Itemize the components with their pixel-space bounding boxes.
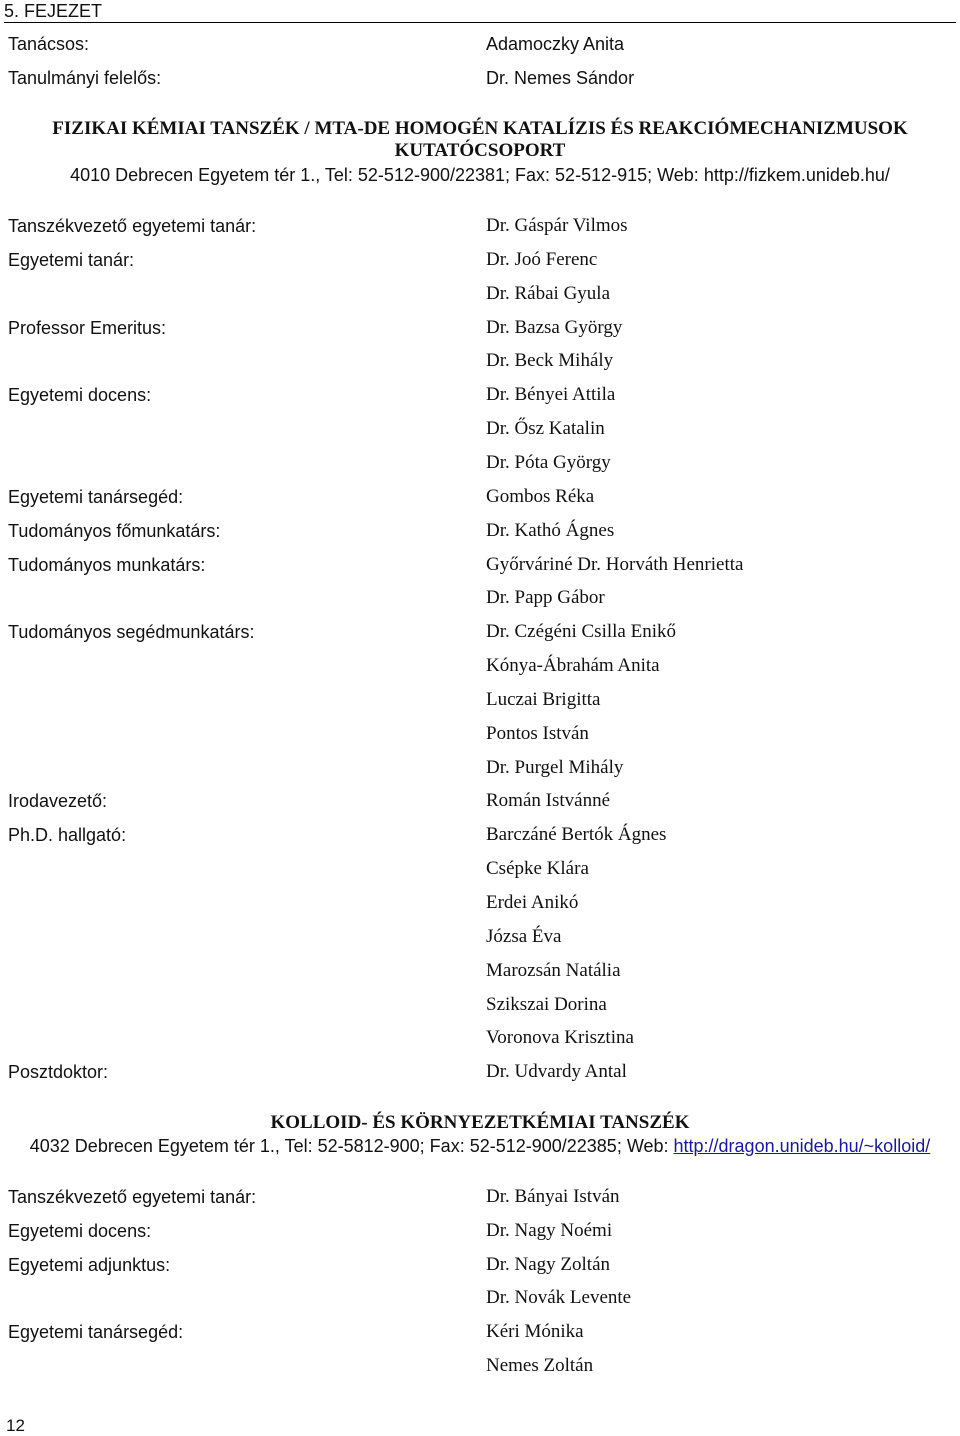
dept1-person-name: Dr. Beck Mihály <box>486 350 614 372</box>
dept2-address-text: 4032 Debrecen Egyetem tér 1., Tel: 52-5812-900; Fax: 52-512-900/22385; Web: <box>29 1136 674 1156</box>
dept2-role-label: Egyetemi docens: <box>8 1220 152 1241</box>
dept1-person-name: Luczai Brigitta <box>486 688 601 710</box>
dept1-row <box>8 723 952 753</box>
dept1-row <box>8 1061 952 1091</box>
dept2-role-label: Egyetemi adjunktus: <box>8 1254 171 1275</box>
dept2-person-name: Dr. Bányai István <box>486 1186 620 1207</box>
dept1-row <box>8 757 952 787</box>
dept1-person-name: Dr. Udvardy Antal <box>486 1061 627 1083</box>
dept1-person-name: Győrváriné Dr. Horváth Henrietta <box>486 553 744 575</box>
header-row <box>8 67 952 97</box>
dept2-person-name: Nemes Zoltán <box>486 1355 594 1376</box>
header-person-name: Dr. Nemes Sándor <box>486 67 635 88</box>
dept2-person-name: Dr. Nagy Noémi <box>486 1219 613 1241</box>
dept1-address: 4010 Debrecen Egyetem tér 1., Tel: 52-512-900/22381; Fax: 52-512-915; Web: http://fizkem.unideb.hu/ <box>70 165 890 185</box>
dept1-person-name: Barczáné Bertók Ágnes <box>486 824 667 846</box>
dept2-person-name: Dr. Nagy Zoltán <box>486 1253 611 1275</box>
header-role-label: Tanulmányi felelős: <box>8 67 162 88</box>
header-person-name: Adamoczky Anita <box>486 34 625 54</box>
dept2-role-label: Egyetemi tanársegéd: <box>8 1322 184 1343</box>
dept2-person-name: Dr. Novák Levente <box>486 1287 632 1309</box>
dept2-row <box>8 1355 952 1385</box>
dept1-row <box>8 926 952 956</box>
dept1-row <box>8 994 952 1024</box>
dept1-row <box>8 452 952 482</box>
dept1-role-label: Irodavezető: <box>8 791 108 812</box>
page-number: 12 <box>6 1416 25 1435</box>
dept1-row <box>8 824 952 854</box>
dept1-role-label: Egyetemi tanár: <box>8 249 135 270</box>
dept1-role-label: Professor Emeritus: <box>8 317 167 338</box>
dept1-row <box>8 317 952 347</box>
dept1-person-name: Gombos Réka <box>486 485 595 507</box>
dept1-person-name: Csépke Klára <box>486 858 589 880</box>
dept1-person-name: Dr. Joó Ferenc <box>486 248 598 270</box>
dept1-row <box>8 554 952 584</box>
dept1-person-name: Józsa Éva <box>486 925 562 947</box>
dept2-row <box>8 1287 952 1317</box>
dept1-row <box>8 215 952 245</box>
dept1-row <box>8 892 952 922</box>
dept1-role-label: Tudományos főmunkatárs: <box>8 520 221 541</box>
dept1-role-label: Tanszékvezető egyetemi tanár: <box>8 216 257 236</box>
dept1-person-name: Román Istvánné <box>486 790 611 812</box>
dept1-role-label: Posztdoktor: <box>8 1062 109 1083</box>
dept2-address <box>0 1135 960 1157</box>
dept1-role-label: Egyetemi tanársegéd: <box>8 486 184 507</box>
dept1-title-line2: KUTATÓCSOPORT <box>394 140 566 161</box>
dept2-row <box>8 1321 952 1351</box>
dept2-role-label: Tanszékvezető egyetemi tanár: <box>8 1187 257 1207</box>
dept1-person-name: Marozsán Natália <box>486 959 621 981</box>
dept1-role-label: Tudományos segédmunkatárs: <box>8 622 255 643</box>
dept1-person-name: Dr. Rábai Gyula <box>486 282 611 304</box>
dept1-person-name: Pontos István <box>486 722 589 744</box>
chapter-heading: 5. FEJEZET <box>4 2 956 23</box>
dept1-row <box>8 418 952 448</box>
dept1-title-line1: FIZIKAI KÉMIAI TANSZÉK / MTA-DE HOMOGÉN KATALÍZIS ÉS REAKCIÓMECHANIZMUSOK <box>52 118 908 139</box>
dept1-row <box>8 790 952 820</box>
dept1-row <box>8 520 952 550</box>
dept1-role-label: Tudományos munkatárs: <box>8 554 206 575</box>
dept1-row <box>8 1027 952 1057</box>
dept1-row <box>8 655 952 685</box>
dept1-row <box>8 858 952 888</box>
dept1-row <box>8 384 952 414</box>
dept1-row <box>8 960 952 990</box>
dept2-row <box>8 1254 952 1284</box>
dept1-person-name: Dr. Bényei Attila <box>486 384 616 406</box>
dept1-person-name: Erdei Anikó <box>486 892 579 913</box>
dept1-row <box>8 486 952 516</box>
dept1-person-name: Dr. Ősz Katalin <box>486 418 605 440</box>
dept2-row <box>8 1186 952 1216</box>
dept1-row <box>8 587 952 617</box>
dept1-role-label: Ph.D. hallgató: <box>8 825 127 846</box>
dept1-row <box>8 621 952 651</box>
dept2-web-link[interactable]: http://dragon.unideb.hu/~kolloid/ <box>673 1136 931 1156</box>
dept2-title: KOLLOID- ÉS KÖRNYEZETKÉMIAI TANSZÉK <box>270 1112 690 1133</box>
dept1-person-name: Dr. Bazsa György <box>486 316 623 338</box>
dept1-person-name: Dr. Czégéni Csilla Enikő <box>486 621 676 643</box>
dept1-person-name: Dr. Gáspár Vilmos <box>486 215 628 236</box>
header-role-label: Tanácsos: <box>8 34 90 54</box>
dept1-person-name: Kónya-Ábrahám Anita <box>486 655 660 677</box>
dept1-person-name: Szikszai Dorina <box>486 993 607 1015</box>
dept1-row <box>8 689 952 719</box>
dept1-person-name: Dr. Papp Gábor <box>486 587 605 609</box>
dept2-row <box>8 1220 952 1250</box>
dept1-person-name: Dr. Kathó Ágnes <box>486 519 615 541</box>
dept2-person-name: Kéri Mónika <box>486 1321 584 1343</box>
dept1-row <box>8 249 952 279</box>
dept1-role-label: Egyetemi docens: <box>8 385 152 406</box>
dept1-person-name: Dr. Purgel Mihály <box>486 756 624 778</box>
header-row <box>8 33 952 63</box>
dept1-person-name: Voronova Krisztina <box>486 1027 634 1049</box>
dept1-row <box>8 283 952 313</box>
dept1-person-name: Dr. Póta György <box>486 451 611 473</box>
dept1-row <box>8 350 952 380</box>
